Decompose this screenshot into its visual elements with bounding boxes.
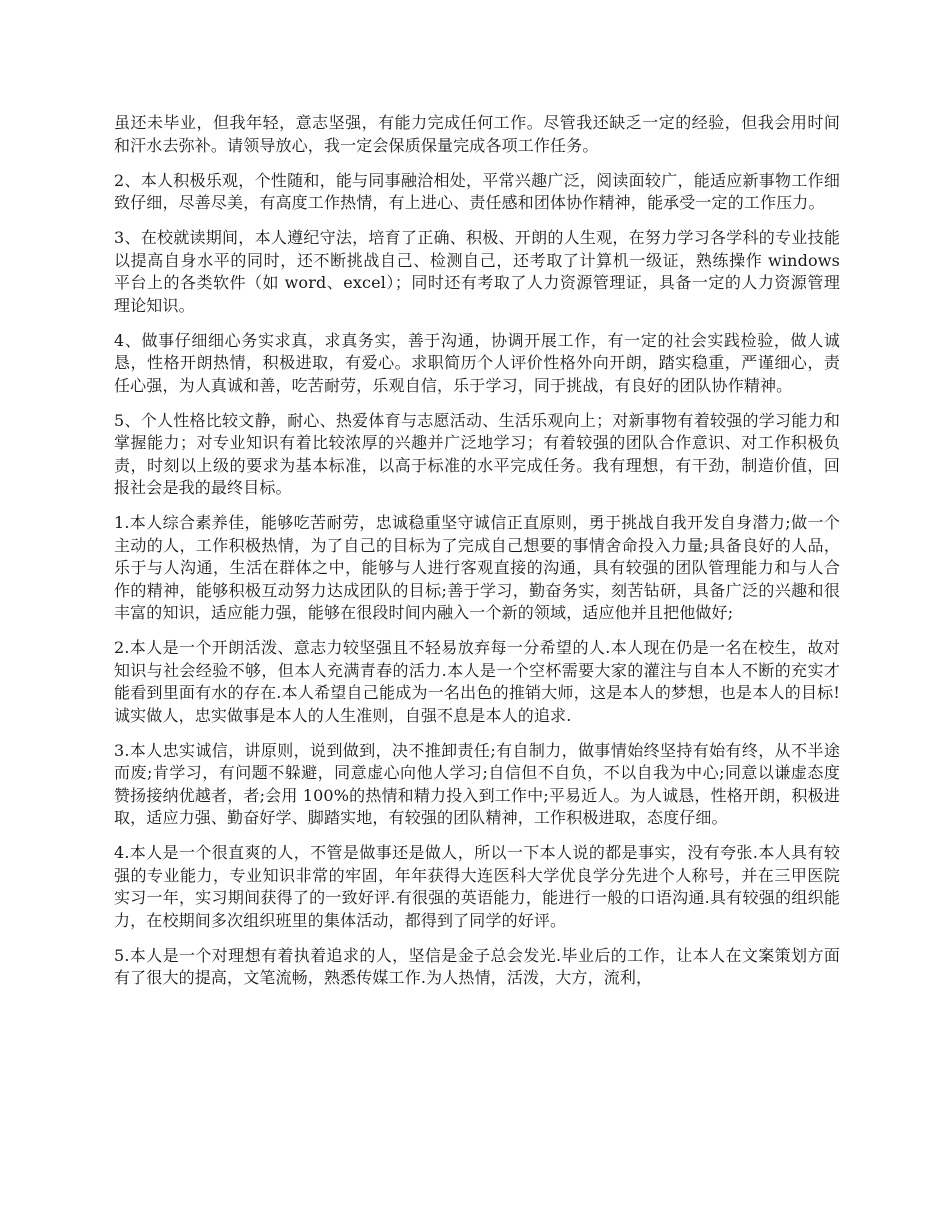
paragraph-numbered-1: 1.本人综合素养佳，能够吃苦耐劳，忠诚稳重坚守诚信正直原则，勇于挑战自我开发自身潜力;做一个主动的人，工作积极热情，为了自己的目标为了完成自己想要的事情舍命投入力量;具备良好的人品，乐于与人沟通，生活在群体之中，能够与人进行客观直接的沟通，具有较强的团队管理能力和与人合作的精神，能够积极互动努力达成团队的目标;善于学习，勤奋务实，刻苦钻研，具备广泛的兴趣和很丰富的知识，适应能力强，能够在很段时间内融入一个新的领域，适应他并且把他做好; [114,513,840,622]
paragraph-item-5: 5、个人性格比较文静，耐心、热爱体育与志愿活动、生活乐观向上；对新事物有着较强的学习能力和掌握能力；对专业知识有着比较浓厚的兴趣并广泛地学习；有着较强的团队合作意识、对工作积极负责，时刻以上级的要求为基本标准，以高于标准的水平完成任务。我有理想，有干劲，制造价值，回报社会是我的最终目标。 [114,410,840,497]
paragraph-numbered-5: 5.本人是一个对理想有着执着追求的人，坚信是金子总会发光.毕业后的工作，让本人在文案策划方面有了很大的提高，文笔流畅，熟悉传媒工作.为人热情，活泼，大方，流利， [114,945,840,987]
paragraph-numbered-2: 2.本人是一个开朗活泼、意志力较坚强且不轻易放弃每一分希望的人.本人现在仍是一名在校生，故对知识与社会经验不够，但本人充满青春的活力.本人是一个空杯需要大家的灌注与自本人不断的充实才能看到里面有水的存在.本人希望自己能成为一名出色的推销大师，这是本人的梦想，也是本人的目标!诚实做人，忠实做事是本人的人生准则，自强不息是本人的追求. [114,638,840,725]
document-page [114,112,840,1002]
paragraph-numbered-4: 4.本人是一个很直爽的人，不管是做事还是做人，所以一下本人说的都是事实，没有夸张.本人具有较强的专业能力，专业知识非常的牢固，年年获得大连医科大学优良学分先进个人称号，并在三甲医院实习一年，实习期间获得了的一致好评.有很强的英语能力，能进行一般的口语沟通.具有较强的组织能力，在校期间多次组织班里的集体活动，都得到了同学的好评。 [114,843,840,930]
paragraph-item-4: 4、做事仔细细心务实求真，求真务实，善于沟通，协调开展工作，有一定的社会实践检验，做人诚恳，性格开朗热情，积极进取，有爱心。求职简历个人评价性格外向开朗，踏实稳重，严谨细心，责任心强，为人真诚和善，吃苦耐劳，乐观自信，乐于学习，同于挑战，有良好的团队协作精神。 [114,330,840,395]
paragraph-numbered-3: 3.本人忠实诚信，讲原则，说到做到，决不推卸责任;有自制力，做事情始终坚持有始有终，从不半途而废;肯学习，有问题不躲避，同意虚心向他人学习;自信但不自负，不以自我为中心;同意以谦虚态度赞扬接纳优越者，者;会用 100%的热情和精力投入到工作中;平易近人。为人诚恳，性格开朗，积极进取，适应力强、勤奋好学、脚踏实地，有较强的团队精神，工作积极进取，态度仔细。 [114,740,840,827]
paragraph-intro: 虽还未毕业，但我年轻，意志坚强，有能力完成任何工作。尽管我还缺乏一定的经验，但我会用时间和汗水去弥补。请领导放心，我一定会保质保量完成各项工作任务。 [114,113,840,155]
paragraph-item-2: 2、本人积极乐观，个性随和，能与同事融洽相处，平常兴趣广泛，阅读面较广，能适应新事物工作细致仔细，尽善尽美，有高度工作热情，有上进心、责任感和团体协作精神，能承受一定的工作压力。 [114,170,840,212]
paragraph-item-3: 3、在校就读期间，本人遵纪守法，培育了正确、积极、开朗的人生观，在努力学习各学科的专业技能以提高自身水平的同时，还不断挑战自己、检测自己，还考取了计算机一级证，熟练操作 windows 平台上的各类软件（如 word、excel）；同时还有考取了人力资源管理证，具备一定的人力资源管理理论知识。 [114,228,840,315]
